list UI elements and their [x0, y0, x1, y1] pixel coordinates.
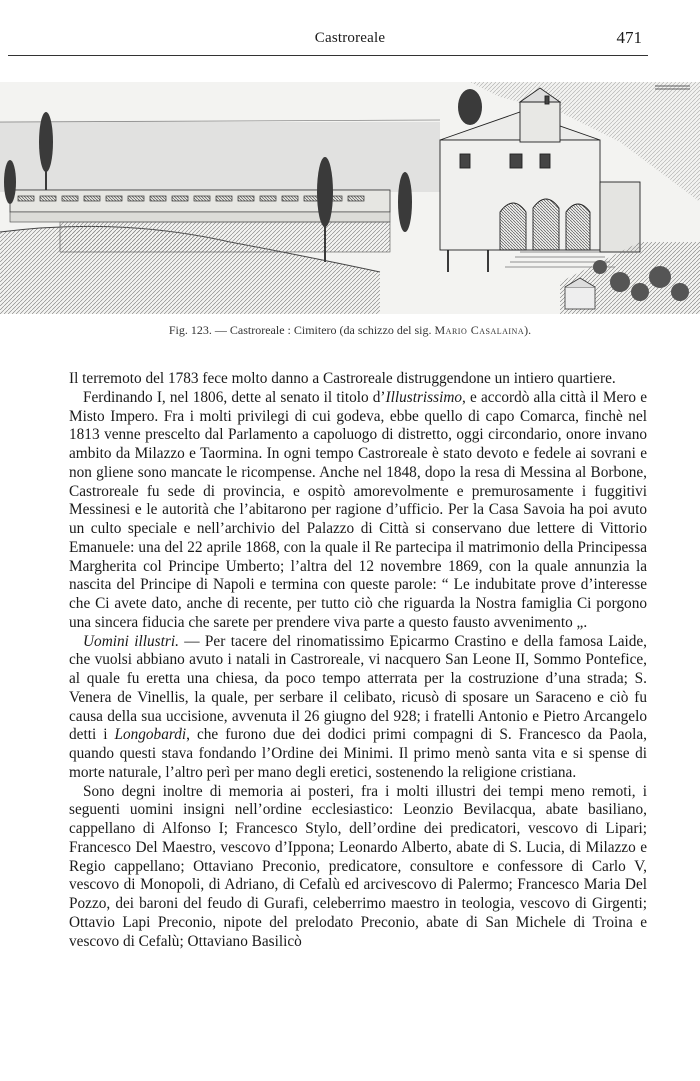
caption-prefix: Fig. 123. — Castroreale : Cimitero (da schizzo del sig. [168, 323, 435, 337]
figure-caption [0, 323, 700, 338]
caption-author: Mario Casalaina [434, 323, 525, 337]
paragraph-text: , che furono due dei dodici primi compagni di S. Francesco da Paola, quando questi stava fondando l’Ordine dei Minimi. Il primo menò santa vita e si spense di morte naturale, l’altro perì per mano degli eretici, sostenendo la religione cristiana. [69, 726, 647, 781]
page-header [0, 26, 700, 56]
header-rule [8, 55, 648, 56]
paragraph-uomini-illustri [69, 633, 647, 783]
caption-suffix: ). [524, 323, 532, 337]
body-text [69, 370, 647, 951]
paragraph-ferdinando [69, 389, 647, 633]
italic-term: Longobardi [114, 726, 187, 744]
paragraph-ecclesiastici: Sono degni inoltre di memoria ai posteri, fra i molti illustri dei tempi meno remoti, i seguenti uomini insigni nell’ordine ecclesiastico: Leonzio Bevilacqua, abate basiliano, cappellano di Alfonso I; Francesco Stylo, dell’ordine dei predicatori, vescovo di Lipari; Francesco Del Maestro, vescovo d’Ippona; Leonardo Alberto, abate di S. Lucia, di Milazzo e Regio cappellano; Ottaviano Preconio, predicatore, consultore e confessore di Carlo V, vescovo di Monopoli, di Adriano, di Cefalù ed arcivescovo di Palermo; Francesco Maria Del Pozzo, dei baroni del feudo di Gurafi, celeberrimo maestro in teologia, vescovo di Girgenti; Ottavio Lapi Preconio, nipote del prelodato Preconio, abate di San Michele di Troina e vescovo di Cefalù; Ottaviano Basilicò [69, 782, 647, 950]
page-number: 471 [616, 28, 642, 47]
paragraph-earthquake: Il terremoto del 1783 fece molto danno a Castroreale distruggendone un intiero quartiere. [69, 370, 616, 387]
paragraph-text: — Per tacere del rinomatissimo Epicarmo Crastino e della famosa Laide, che vuolsi abbiano avuto i natali in Castroreale, vi nacquero San Leone II, Sommo Pontefice, al quale fu eretta una chiesa, da poco tempo atterrata per la costruzione d’una strada; S. Venera de Vinellis, la quale, per serbare il celibato, ricusò di sposare un Saraceno e ciò fu causa della sua uccisione, avvenuta il 26 giugno del 928; i fratelli Antonio e Pietro Arcangelo detti i [69, 632, 648, 744]
running-title: Castroreale [314, 30, 386, 46]
paragraph-text: Ferdinando I, nel 1806, dette al senato il titolo d’ [83, 388, 386, 406]
section-lead-heading: Uomini illustri. [83, 632, 179, 650]
paragraph-text: , e accordò alla città il Mero e Misto Impero. Fra i molti privilegi di cui godeva, ebbe quello di capo Comarca, finchè nel 1813 venne prescelto dal Parlamento a capoluogo di distretto, oggi circondario, onore invano ambito da Milazzo e Taormina. In ogni tempo Castroreale è stato devoto e fedele ai sovrani e non gliene sono mancate le ricompense. Anche nel 1848, dopo la resa di Messina al Borbone, Castroreale fu sede di provincia, e ospitò amorevolmente e premurosamente i fuggitivi Messinesi e le autorità che l’abitarono per ragione d’ufficio. Per la Casa Savoia ha poi avuto un culto speciale e nell’archivio del Palazzo di Città si conservano due lettere di Vittorio Emanuele: una del 22 aprile 1868, con la quale il Re partecipa il matrimonio della Principessa Margherita col Principe Umberto; l’altra del 12 novembre 1869, con la quale annunzia la nascita del Principe di Napoli e termina con queste parole: “ Le indubitate prove d’interesse che Ci avete dato, anche di recente, per tutto ciò che riguarda la Nostra famiglia Ci porgono una sincera fiducia che sarete per prendere viva parte a questo fausto avvenimento „. [69, 388, 648, 631]
italic-term: Illustrissimo [385, 388, 463, 406]
engraving-illustration [0, 82, 700, 314]
